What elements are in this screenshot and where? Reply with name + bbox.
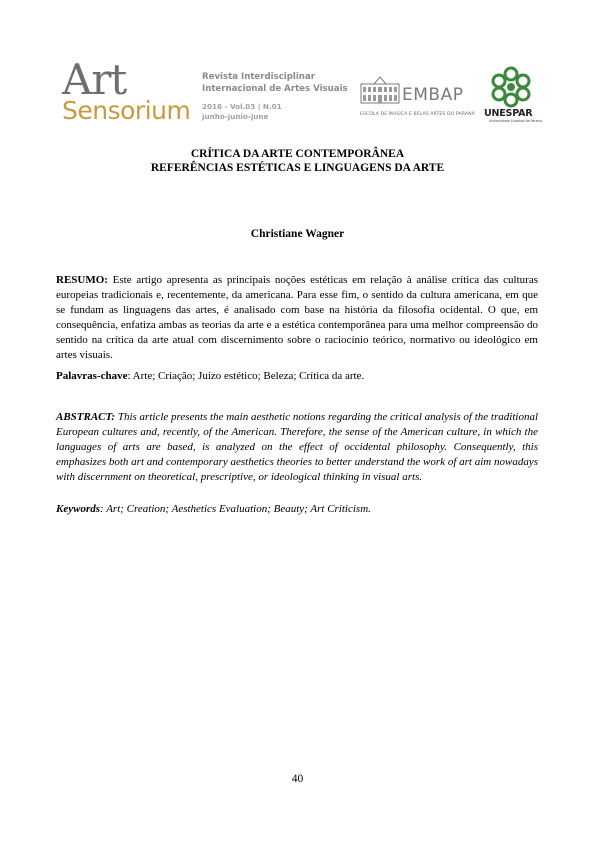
abstract-label: ABSTRACT:: [56, 411, 116, 423]
page-header: [0, 0, 595, 140]
resumo-label: RESUMO:: [56, 274, 108, 286]
resumo-paragraph: [56, 273, 538, 363]
abstract-paragraph: [56, 410, 538, 485]
journal-name-line1: Revista Interdisciplinar: [202, 72, 315, 82]
journal-volume-line2: junho-junio-june: [202, 112, 269, 121]
palavras-chave-text: : Arte; Criação; Juízo estético; Beleza; Crítica da arte.: [127, 370, 365, 382]
unespar-logo-icon: [490, 66, 532, 108]
author-name: Christiane Wagner: [250, 228, 345, 240]
page-number: 40: [291, 773, 304, 785]
abstract-text: This article presents the main aesthetic notions regarding the critical analysis of the traditional European cultures and, recently, of the American. Therefore, the sense of the American culture, in which the languages of arts are based, is analyzed on the effect of occidental philosophy. Consequently, this emphasizes both art and contemporary aesthetics theories to better understand the work of art aim nowadays with discernment on theoretical, prescriptive, or ideological thinking in visual arts.: [56, 411, 538, 483]
art-sensorium-logo-sensorium: Sensorium: [62, 96, 191, 125]
keywords-label: Keywords: [56, 503, 100, 515]
journal-name-line2: Internacional de Artes Visuais: [202, 83, 348, 94]
keywords-paragraph: [56, 502, 538, 517]
article-title-line2: REFERÊNCIAS ESTÉTICAS E LINGUAGENS DA ARTE: [150, 162, 445, 174]
article-title-line1: CRÍTICA DA ARTE CONTEMPORÂNEA: [190, 148, 405, 160]
palavras-chave-paragraph: [56, 369, 538, 384]
art-sensorium-logo-art: Art: [62, 55, 127, 104]
unespar-subtitle: Universidade Estadual do Paraná: [489, 119, 542, 123]
journal-name: [202, 72, 348, 95]
resumo-text: Este artigo apresenta as principais noções estéticas em relação à análise crítica das culturas europeias tradicionais e, recentemente, da americana. Para esse fim, o sentido da cultura americana, em que se fundam as linguagens das artes, é analisado com base na história da filosofia ocidental. O que, em consequência, enfatiza ambas as teorias da arte e a estética contemporânea para uma melhor compreensão do sentido na crítica da arte atual com discernimento sobre o raciocínio teórico, normativo ou ideológico em artes visuais.: [56, 274, 538, 361]
journal-volume: [202, 102, 282, 122]
palavras-chave-label: Palavras-chave: [56, 370, 128, 382]
embap-subtitle: ESCOLA DE MÚSICA E BELAS ARTES DO PARANÁ: [360, 112, 475, 117]
keywords-text: : Art; Creation; Aesthetics Evaluation; Beauty; Art Criticism.: [100, 503, 371, 515]
embap-logo-text: EMBAP: [402, 85, 464, 105]
embap-building-icon: [360, 74, 400, 104]
unespar-logo-text: UNESPAR: [484, 108, 533, 119]
journal-volume-line1: 2016 - Vol.03 | N.01: [202, 102, 282, 111]
